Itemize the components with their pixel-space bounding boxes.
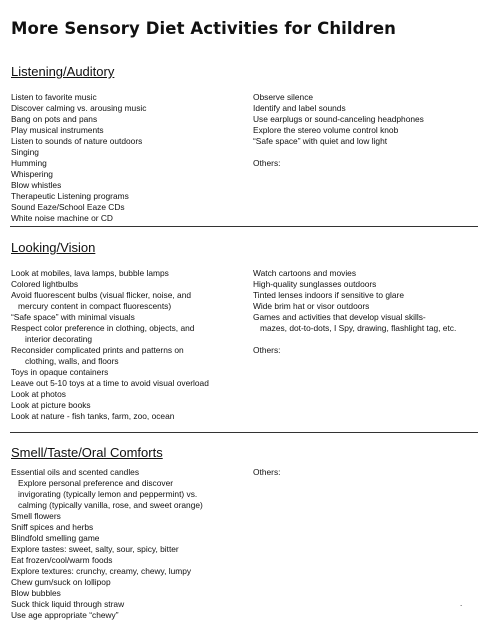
activity-line: Explore personal preference and discover <box>18 478 174 488</box>
activity-line: “Safe space” with minimal visuals <box>11 312 135 322</box>
activity-line: “Safe space” with quiet and low light <box>253 136 388 146</box>
left-column <box>11 92 146 224</box>
section-divider <box>10 226 478 227</box>
activity-line <box>253 334 456 345</box>
activity-line: Chew gum/suck on lollipop <box>11 577 111 587</box>
activity-line: Respect color preference in clothing, objects, and <box>11 323 195 333</box>
activity-line: Toys in opaque containers <box>11 367 109 377</box>
activity-line: calming (typically vanilla, rose, and sweet orange) <box>18 500 203 510</box>
activity-line: Sound Eaze/School Eaze CDs <box>11 202 125 212</box>
activity-line: Essential oils and scented candles <box>11 467 140 477</box>
activity-line: Identify and label sounds <box>253 103 346 113</box>
activity-line: Use age appropriate “chewy” <box>11 610 119 620</box>
activity-line: Smell flowers <box>11 511 61 521</box>
right-column <box>253 268 456 356</box>
activity-line: Singing <box>11 147 39 157</box>
activity-line: clothing, walls, and floors <box>25 356 119 366</box>
section-heading: Looking/Vision <box>11 240 96 255</box>
activity-line: Eat frozen/cool/warm foods <box>11 555 113 565</box>
section-heading: Smell/Taste/Oral Comforts <box>11 445 163 460</box>
left-column <box>11 268 209 422</box>
footer-mark: . <box>460 599 463 608</box>
activity-line: invigorating (typically lemon and peppermint) vs. <box>18 489 198 499</box>
activity-line: Blow bubbles <box>11 588 61 598</box>
activity-line: Others: <box>253 345 281 355</box>
activity-line: Whispering <box>11 169 53 179</box>
activity-line: Suck thick liquid through straw <box>11 599 125 609</box>
activity-line: Listen to favorite music <box>11 92 97 102</box>
activity-line: Look at picture books <box>11 400 91 410</box>
left-column <box>11 467 203 621</box>
activity-line: Look at photos <box>11 389 66 399</box>
section-divider <box>10 432 478 433</box>
activity-line: Tinted lenses indoors if sensitive to glare <box>253 290 404 300</box>
activity-line: White noise machine or CD <box>11 213 113 223</box>
activity-line: Humming <box>11 158 47 168</box>
activity-line: Watch cartoons and movies <box>253 268 357 278</box>
activity-line: High-quality sunglasses outdoors <box>253 279 377 289</box>
activity-line: Look at nature - fish tanks, farm, zoo, ocean <box>11 411 175 421</box>
activity-line: Play musical instruments <box>11 125 104 135</box>
activity-line: Colored lightbulbs <box>11 279 79 289</box>
activity-line: Explore textures: crunchy, creamy, chewy, lumpy <box>11 566 192 576</box>
activity-line: Use earplugs or sound-canceling headphones <box>253 114 424 124</box>
activity-line: Therapeutic Listening programs <box>11 191 129 201</box>
activity-line: Avoid fluorescent bulbs (visual flicker, noise, and <box>11 290 192 300</box>
activity-line: Explore tastes: sweet, salty, sour, spicy, bitter <box>11 544 179 554</box>
activity-line: Wide brim hat or visor outdoors <box>253 301 370 311</box>
activity-line: interior decorating <box>25 334 93 344</box>
activity-line: Others: <box>253 158 281 168</box>
section-heading: Listening/Auditory <box>11 64 115 79</box>
activity-line: Look at mobiles, lava lamps, bubble lamps <box>11 268 169 278</box>
activity-line: Blow whistles <box>11 180 62 190</box>
activity-line <box>253 147 424 158</box>
activity-line: Reconsider complicated prints and patterns on <box>11 345 184 355</box>
right-column <box>253 92 424 169</box>
activity-line: mercury content in compact fluorescents) <box>18 301 172 311</box>
activity-line: Listen to sounds of nature outdoors <box>11 136 143 146</box>
page-title: More Sensory Diet Activities for Children <box>11 19 396 38</box>
right-column <box>253 467 280 478</box>
activity-line: Games and activities that develop visual skills- <box>253 312 426 322</box>
activity-line: Observe silence <box>253 92 314 102</box>
activity-line: Explore the stereo volume control knob <box>253 125 399 135</box>
activity-line: Discover calming vs. arousing music <box>11 103 147 113</box>
activity-line: Others: <box>253 467 281 477</box>
activity-line: Sniff spices and herbs <box>11 522 94 532</box>
activity-line: mazes, dot-to-dots, I Spy, drawing, flashlight tag, etc. <box>260 323 457 333</box>
activity-line: Leave out 5-10 toys at a time to avoid visual overload <box>11 378 209 388</box>
activity-line: Bang on pots and pans <box>11 114 98 124</box>
activity-line: Blindfold smelling game <box>11 533 100 543</box>
